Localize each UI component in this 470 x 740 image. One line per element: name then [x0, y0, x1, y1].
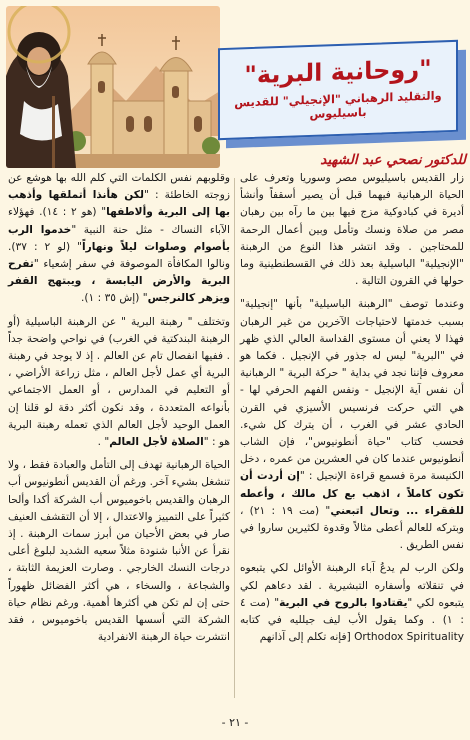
scripture-quote: خدموا الرب بأصوام وصلوات ليلاً ونهاراً: [8, 223, 230, 253]
title-banner: [218, 44, 466, 144]
scripture-quote: إن أردت أن تكون كاملاً ، اذهب بع كل مالك ، وأعطه للفقراء ... وتعال اتبعني: [240, 470, 464, 517]
right-column: [240, 170, 464, 710]
text-span: وعندما توصف "الرهبنة الباسيلية" بأنها "إنجيلية" بسبب خدمتها لاحتياجات الآخرين من غير الرهبان فهذا لا يعني أن مستوى القداسة العالي الذي ظهر في "البرية" ليس له جذور في الإنجيل . فكما هو معروف فإننا نجد في بداية " حركة البرية " الرهبانية أن نفس آية الإنجيل - ونفس الفهم الحرفي لها - هي التي حركت فرنسيس الأسيزي في القرن الحادي عشر في الغرب ، أن يترك كل شيء. فحسب كتاب "حياة أنطونيوس"، فإن الشاب أنطونيوس عندما كان في العشرين من عمره ، دخل الكنيسة مرة فسمع قراءة الإنجيل : ": [240, 298, 464, 483]
scripture-quote: تفرح البرية والأرض اليابسة ، ويبتهج القفر ويزهر كالنرجس: [8, 258, 230, 305]
paragraph: [8, 170, 230, 308]
author-byline: للدكتور نصحي عبد الشهيد: [320, 152, 466, 168]
paragraph: زار القديس باسيليوس مصر وسوريا وتعرف على الحياة الرهبانية فيهما قبل أن يصير أسقفاً وأنشأ أديرة في كبادوكية مزج فيها بين ما رآه بين رهبان مصر من صلاة ونسك وتأمل وبين أعمال الرحمة للمحتاجين . وقد انتشر هذا النوع من الرهبنة "الإنجيلية" الباسيلية بعد ذلك في القسطنطينية وما حولها في القرون التالية .: [240, 172, 464, 288]
scripture-quote: الصلاة لأجل العالم: [109, 436, 204, 449]
paragraph: [8, 314, 230, 452]
paragraph: [240, 296, 464, 554]
text-span: [فإنه تكلم إلى آذانهم: [259, 631, 351, 644]
left-column: [8, 170, 230, 710]
text-span: " (إش ٣٥ : ١).: [81, 292, 148, 305]
paragraph: [240, 560, 464, 646]
text-span: " (مت ٤ : ١) . وكما يقول الأب ليف جيلليه في كتابه: [240, 596, 465, 627]
page-number: - ٢١ -: [221, 716, 249, 729]
text-span: " (لو ٢ : ٣٧). ونالوا المكافأة الموصوفة في سفر إشعياء ": [8, 240, 230, 271]
monk-church-illustration: [6, 6, 220, 168]
article-subtitle: والتقليد الرهباني "الإنجيلي" للقديس باسيليوس: [234, 88, 442, 122]
text-span: " (هو ٢ : ١٤). فهؤلاء الآباء النساك - مثل حنة النبية ": [8, 206, 230, 236]
text-span: " (مت ١٩ : ٢١) ، وبتركه للعالم أعطى مثالاً وقدوة لكثيرين ساروا في نفس الطريق .: [240, 504, 464, 552]
banner-box: [218, 40, 458, 140]
text-span: وتختلف " رهبنة البرية " عن الرهبنة الباسيلية (أو الرهبنة البندكتية في الغرب) في نواحي واضحة جداً . ففيها انفصال تام عن العالم . إذ لا يوجد في رهبنة البرية أي عمل لأجل العالم ، مثل زراعة الأراضي ، أو التعليم في المدارس ، أو العمل الاجتماعي بأنواعه المتعددة ، وقد نكون أكثر دقة لو قلنا إن العمل الوحيد لأجل العالم الذي تعمله رهبنة البرية هو : ": [8, 315, 230, 449]
column-divider: [234, 178, 235, 698]
book-title: Orthodox Spirituality: [354, 631, 464, 644]
text-span: ولكن الرب لم يدعُ آباء الرهبنة الأوائل لكي يتبعوه في تنقلاته وأسفاره التبشيرية . لقد دعاهم لكي يتبعوه لكي ": [240, 562, 464, 609]
text-span: " .: [97, 436, 110, 449]
scripture-quote: يقتادوا بالروح في البرية: [279, 596, 408, 609]
text-span: وقلوبهم نفس الكلمات التي كلم الله بها هوشع عن زوجته الخاطئة : ": [8, 172, 230, 202]
scripture-quote: لكن هأنذا أتملقها وأذهب بها إلى البرية وألاطفها: [8, 189, 230, 219]
article-title: "روحانية البرية": [244, 54, 432, 90]
paragraph: الحياة الرهبانية تهدف إلى التأمل والعبادة فقط ، ولا تنشغل بشيء آخر. ورغم أن القديس أنطونيوس أب الرهبان والقديس باخوميوس أب الشركة أكدا وألحا كثيراً على التمييز والاعتدال ، إلا أن التقشف العنيف صار في بعض الأحيان من أبرز سمات الرهبنة . إذ نقرأ عن الأنبا شنودة مثلاً سعيه الشديد لبلوغ أعلى درجات النسك الخارجي . وصارت العزيمة الثابتة ، والشجاعة ، والسخاء ، هي أكثر الفضائل ظهوراً حتى إن لم تكن هي أكثرها أهمية. ورغم نظام حياة الشركة التي أسسها القديس باخوميوس ، فقد انتشرت حياة الرهبنة الانفرادية: [8, 459, 230, 644]
